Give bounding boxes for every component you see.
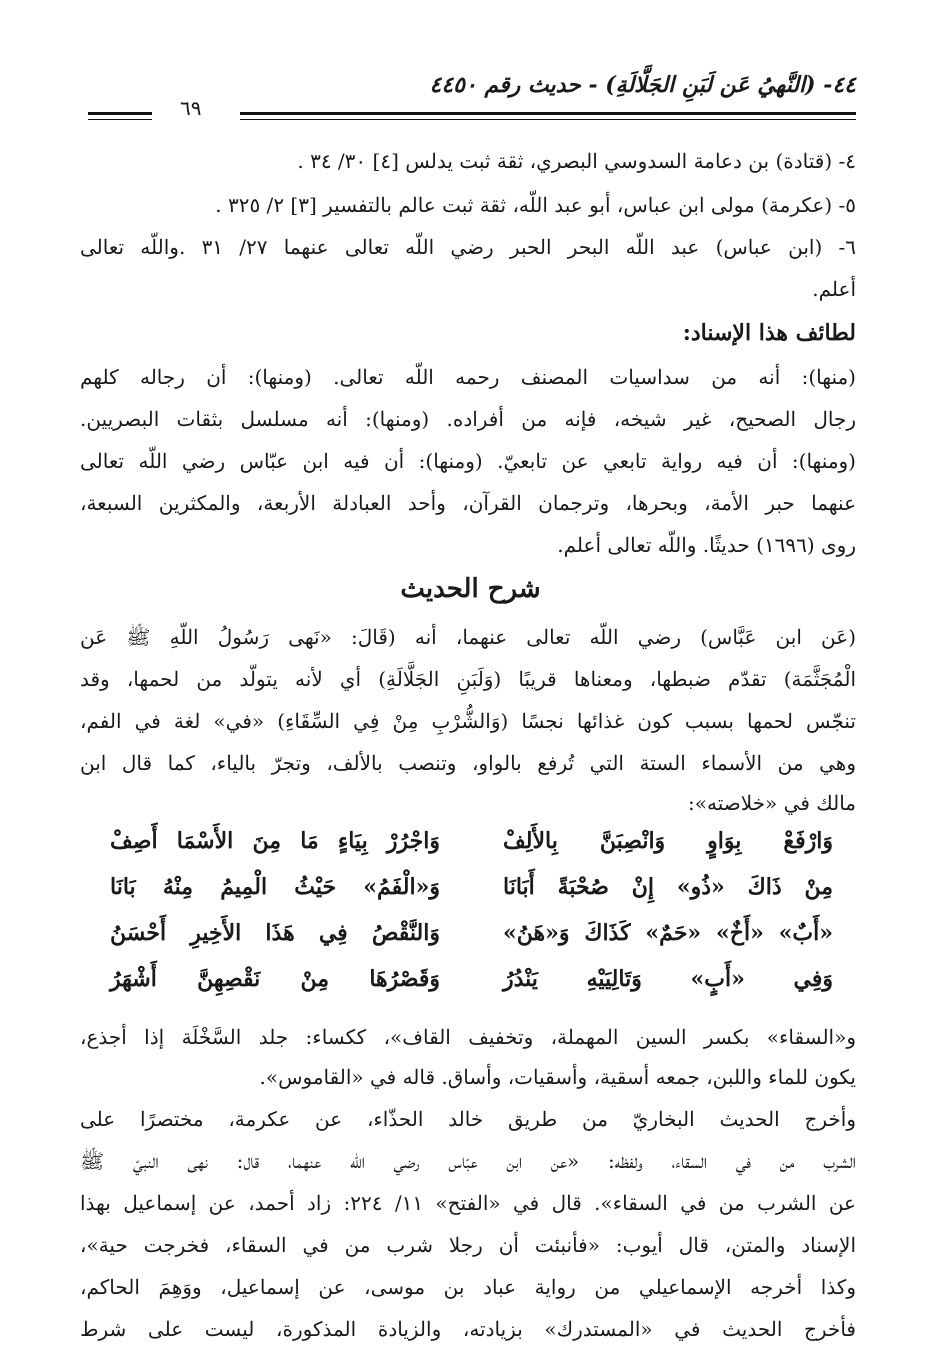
section-heading-lataif: لطائف هذا الإسناد: bbox=[682, 320, 856, 346]
header-rule-thick bbox=[240, 112, 856, 115]
verse-hemistich-right: مِنْ ذَاكَ «ذُو» إِنْ صُحْبَةً أَبَانَا bbox=[503, 874, 833, 900]
paragraph-line: الْمُجَثَّمَة) تقدّم ضبطها، ومعناها قريبًا (وَلَبَنِ الجَلَّالَةِ) أي لأنه يتولّد من لحمها، وقد bbox=[80, 667, 856, 691]
paragraph-line: عن الشرب من في السقاء». قال في «الفتح» ١١/ ٢٢٤: زاد أحمد، عن إسماعيل بهذا bbox=[80, 1191, 856, 1215]
paragraph-line: عنهما حبر الأمة، وبحرها، وترجمان القرآن، وأحد العبادلة الأربعة، والمكثرين السبعة، bbox=[80, 491, 856, 515]
verse-hemistich-left: وَ«الْفَمُ» حَيْثُ الْمِيمُ مِنْهُ بَانَا bbox=[110, 874, 440, 900]
paragraph-line: يكون للماء واللبن، جمعه أسقية، وأسقيات، وأساق. قاله في «القاموس». bbox=[259, 1065, 856, 1089]
verse-hemistich-left: وَقَصْرُهَا مِنْ نَقْصِهِنَّ أَشْهَرُ bbox=[110, 966, 440, 992]
section-heading-sharh: شرح الحديث bbox=[400, 574, 541, 604]
paragraph-line: (عَن ابن عَبَّاس) رضي اللّه تعالى عنهما، أنه (قَالَ: «نَهى رَسُولُ اللّهِ ﷺ عَن bbox=[80, 625, 856, 649]
header-rule-left-thick bbox=[88, 112, 152, 115]
narrator-line: أعلم. bbox=[812, 277, 856, 301]
narrator-line: ٤- (قتادة) بن دعامة السدوسي البصري، ثقة ثبت يدلس [٤] ٣٠/ ٣٤ . bbox=[297, 149, 856, 173]
paragraph-line: مالك في «خلاصته»: bbox=[688, 791, 856, 815]
paragraph-line: وهي من الأسماء الستة التي تُرفع بالواو، وتنصب بالألف، وتجرّ بالياء، كما قال ابن bbox=[80, 751, 856, 775]
verse-hemistich-right: وَارْفَعْ بِوَاوٍ وَانْصِبَنَّ بِالأَلِفْ bbox=[503, 828, 833, 854]
verse-hemistich-right: وَفِي «أَبٍ» وَتَالِيَيْهِ يَنْدُرُ bbox=[503, 966, 833, 992]
paragraph-line: فأخرج الحديث في «المستدرك» بزيادته، والزيادة المذكورة، ليست على شرط bbox=[80, 1317, 856, 1341]
page-number: ٦٩ bbox=[180, 96, 202, 120]
paragraph-line: رجال الصحيح، غير شيخه، فإنه من أفراده. (ومنها): أنه مسلسل بثقات البصريين. bbox=[80, 407, 856, 431]
paragraph-line: روى (١٦٩٦) حديثًا. واللّه تعالى أعلم. bbox=[557, 533, 856, 557]
paragraph-line: الشرب من في السقاء، ولفظه: «عن ابن عبّاس رضي اللّه عنهما، قال: نهى النبيّ ﷺ bbox=[80, 1149, 856, 1173]
narrator-line: ٥- (عكرمة) مولى ابن عباس، أبو عبد اللّه، ثقة ثبت عالم بالتفسير [٣] ٢/ ٣٢٥ . bbox=[215, 193, 856, 217]
header-rule-left-thin bbox=[88, 119, 152, 120]
running-header-title: ٤٤- (النَّهيُ عَن لَبَنِ الجَلَّالَةِ) - حديث رقم ٤٤٥٠ bbox=[429, 72, 856, 98]
verse-hemistich-right: «أَبٌ» «أَخٌ» «حَمٌ» كَذَاكَ وَ«هَنُ» bbox=[503, 920, 833, 946]
paragraph-line: (ومنها): أن فيه رواية تابعي عن تابعيّ. (ومنها): أن فيه ابن عبّاس رضي اللّه تعالى bbox=[80, 449, 856, 473]
paragraph-line: و«السقاء» بكسر السين المهملة، وتخفيف القاف»، ككساء: جلد السَّخْلَة إذا أجذع، bbox=[80, 1025, 856, 1049]
narrator-line: ٦- (ابن عباس) عبد اللّه البحر الحبر رضي اللّه تعالى عنهما ٢٧/ ٣١ .واللّه تعالى bbox=[80, 235, 857, 259]
paragraph-line: (منها): أنه من سداسيات المصنف رحمه اللّه تعالى. (ومنها): أن رجاله كلهم bbox=[80, 365, 856, 389]
paragraph-line: الإسناد والمتن، قال أيوب: «فأنبئت أن رجلا شرب من في السقاء، فخرجت حية»، bbox=[80, 1233, 856, 1257]
verse-hemistich-left: وَالنَّقْصُ فِي هَذَا الأَخِيرِ أَحْسَنُ bbox=[110, 920, 440, 946]
paragraph-line: تنجّس لحمها بسبب كون غذائها نجسًا (وَالشُّرْبِ مِنْ فِي السِّقَاءِ) «في» لغة في الفم، bbox=[80, 709, 856, 733]
verse-hemistich-left: وَاجْرُرْ بِيَاءٍ مَا مِنَ الأَسْمَا أَصِفْ bbox=[110, 828, 440, 854]
paragraph-line: وكذا أخرجه الإسماعيلي من رواية عباد بن موسى، عن إسماعيل، ووَهِمَ الحاكم، bbox=[80, 1275, 856, 1299]
paragraph-line: وأخرج الحديث البخاريّ من طريق خالد الحذّاء، عن عكرمة، مختصرًا على bbox=[80, 1107, 856, 1131]
header-rule-thin bbox=[240, 119, 856, 120]
